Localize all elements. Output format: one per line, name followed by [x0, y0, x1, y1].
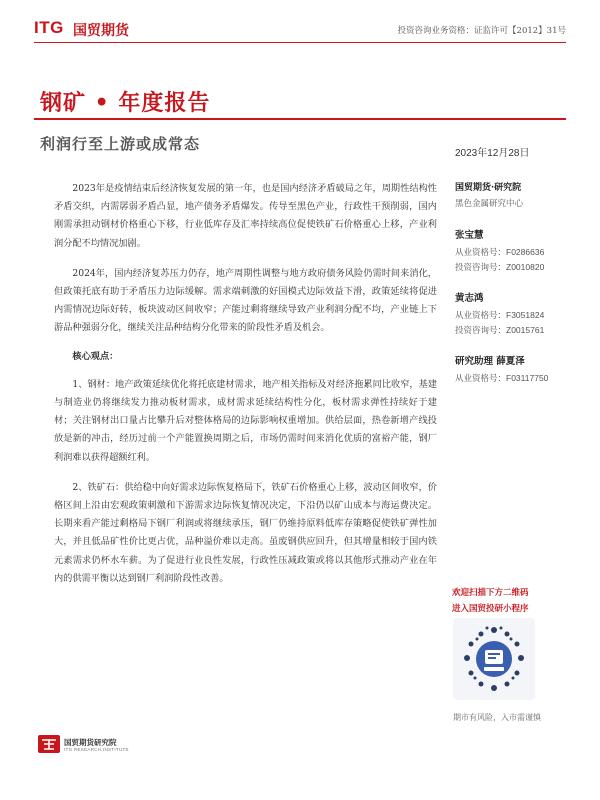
footer-logo: [38, 735, 60, 757]
analyst-name: 黄志鸿: [455, 293, 484, 304]
license-text: 投资咨询业务资格：证监许可【2012】31号: [397, 26, 566, 36]
report-subtitle: 利润行至上游或成常态: [40, 135, 201, 153]
header-divider: [34, 42, 566, 43]
mini-program-qr-icon: [453, 618, 535, 700]
analyst-consulting-id: 投资咨询号：Z0015761: [455, 325, 545, 336]
footer-org-cn: 国贸期货研究院: [64, 738, 117, 747]
dept-name: 黑色金属研究中心: [455, 199, 524, 209]
report-title: 钢矿 • 年度报告: [40, 90, 211, 116]
qr-prompt-line: 进入国贸投研小程序: [452, 604, 529, 614]
brand-logo-en: ITG: [34, 18, 64, 37]
report-date: 2023年12月28日: [455, 148, 530, 159]
main-content: [54, 180, 437, 600]
author-panel: [455, 180, 575, 387]
risk-warning: 期市有风险，入市需谨慎: [453, 713, 541, 722]
itg-research-logo-icon: [38, 735, 60, 753]
summary-paragraph-2024: 2024年，国内经济复苏压力仍存，地产周期性调整与地方政府债务风险仍需时间来消化，但政策托底有助于矛盾压力边际缓解。需求端刺激的好国模式边际效益下滑，政策延续将促进内需情况边际好转，板块波动区间收窄；产能过剩将继续导致产业利润分配不均，产业链上下游品种强弱分化，继续关注品种结构分化带来的阶段性矛盾及机会。: [54, 267, 437, 334]
footer-org-en: ITG RESEARCH INSTITUTE: [64, 747, 129, 752]
analyst-consulting-id: 投资咨询号：Z0010820: [455, 262, 545, 273]
org-name: 国贸期货·研究院: [455, 183, 522, 193]
summary-paragraph-2023: 2023年是疫情结束后经济恢复发展的第一年，也是国内经济矛盾破局之年，周期性结构性矛盾交织，内需孱弱矛盾凸显，地产债务矛盾爆发。传导至黑色产业，行政性干预削弱，国内刚需承担动钢材价格重心下移，行业低库存及汇率持续高位促使铁矿石价格重心上移，产业利润分配不均情况加剧。: [54, 183, 437, 249]
assistant-qualification: 从业资格号：F03117750: [455, 373, 549, 384]
title-divider: [34, 118, 566, 120]
key-point-iron-ore: 2、铁矿石：供给稳中向好需求边际恢复格局下，铁矿石价格重心上移，波动区间收窄，价格区间上沿由宏观政策刺激和下游需求边际恢复情况决定，下沿仍以矿山成本与海运费决定。长期来看产能过剩格局下钢厂利润或将继续承压，钢厂仍维持原料低库存策略促使铁矿弹性加大，并且低品矿性价比更占优，品种溢价难以走高。虽废钢供应回升，但其增量相较于国内铁元素需求仍杯水车薪。为了促进行业良性发展，行政性压减政策或将以其他形式推动产业在年内的供需平衡以达到钢厂利润阶段性改善。: [54, 481, 437, 584]
qr-prompt-line: 欢迎扫描下方二维码: [452, 588, 529, 598]
analyst-name: 张宝慧: [455, 230, 484, 241]
qr-code[interactable]: [453, 618, 535, 700]
brand-logo-cn: 国贸期货: [73, 22, 129, 38]
key-points-heading: 核心观点：: [72, 350, 119, 362]
assistant-name: 研究助理 薛夏泽: [455, 356, 525, 367]
key-point-steel: 1、钢材：地产政策延续优化将托底建材需求，地产相关指标及对经济拖累同比收窄，基建与制造业仍将继续发力推动板材需求，成材需求延续结构性分化，板材需求弹性持续好于建材；关注钢材出口量占比攀升后对整体格局的边际影响权重增加。供给层面，热卷新增产线投放是新的冲击，经历过前一个产能置换周期之后，市场仍需时间来消化优质的富裕产能，钢厂利润难以获得超额红利。: [54, 378, 437, 463]
analyst-qualification: 从业资格号：F3051824: [455, 310, 545, 321]
analyst-qualification: 从业资格号：F0286636: [455, 247, 545, 258]
qr-prompt: [452, 585, 529, 617]
